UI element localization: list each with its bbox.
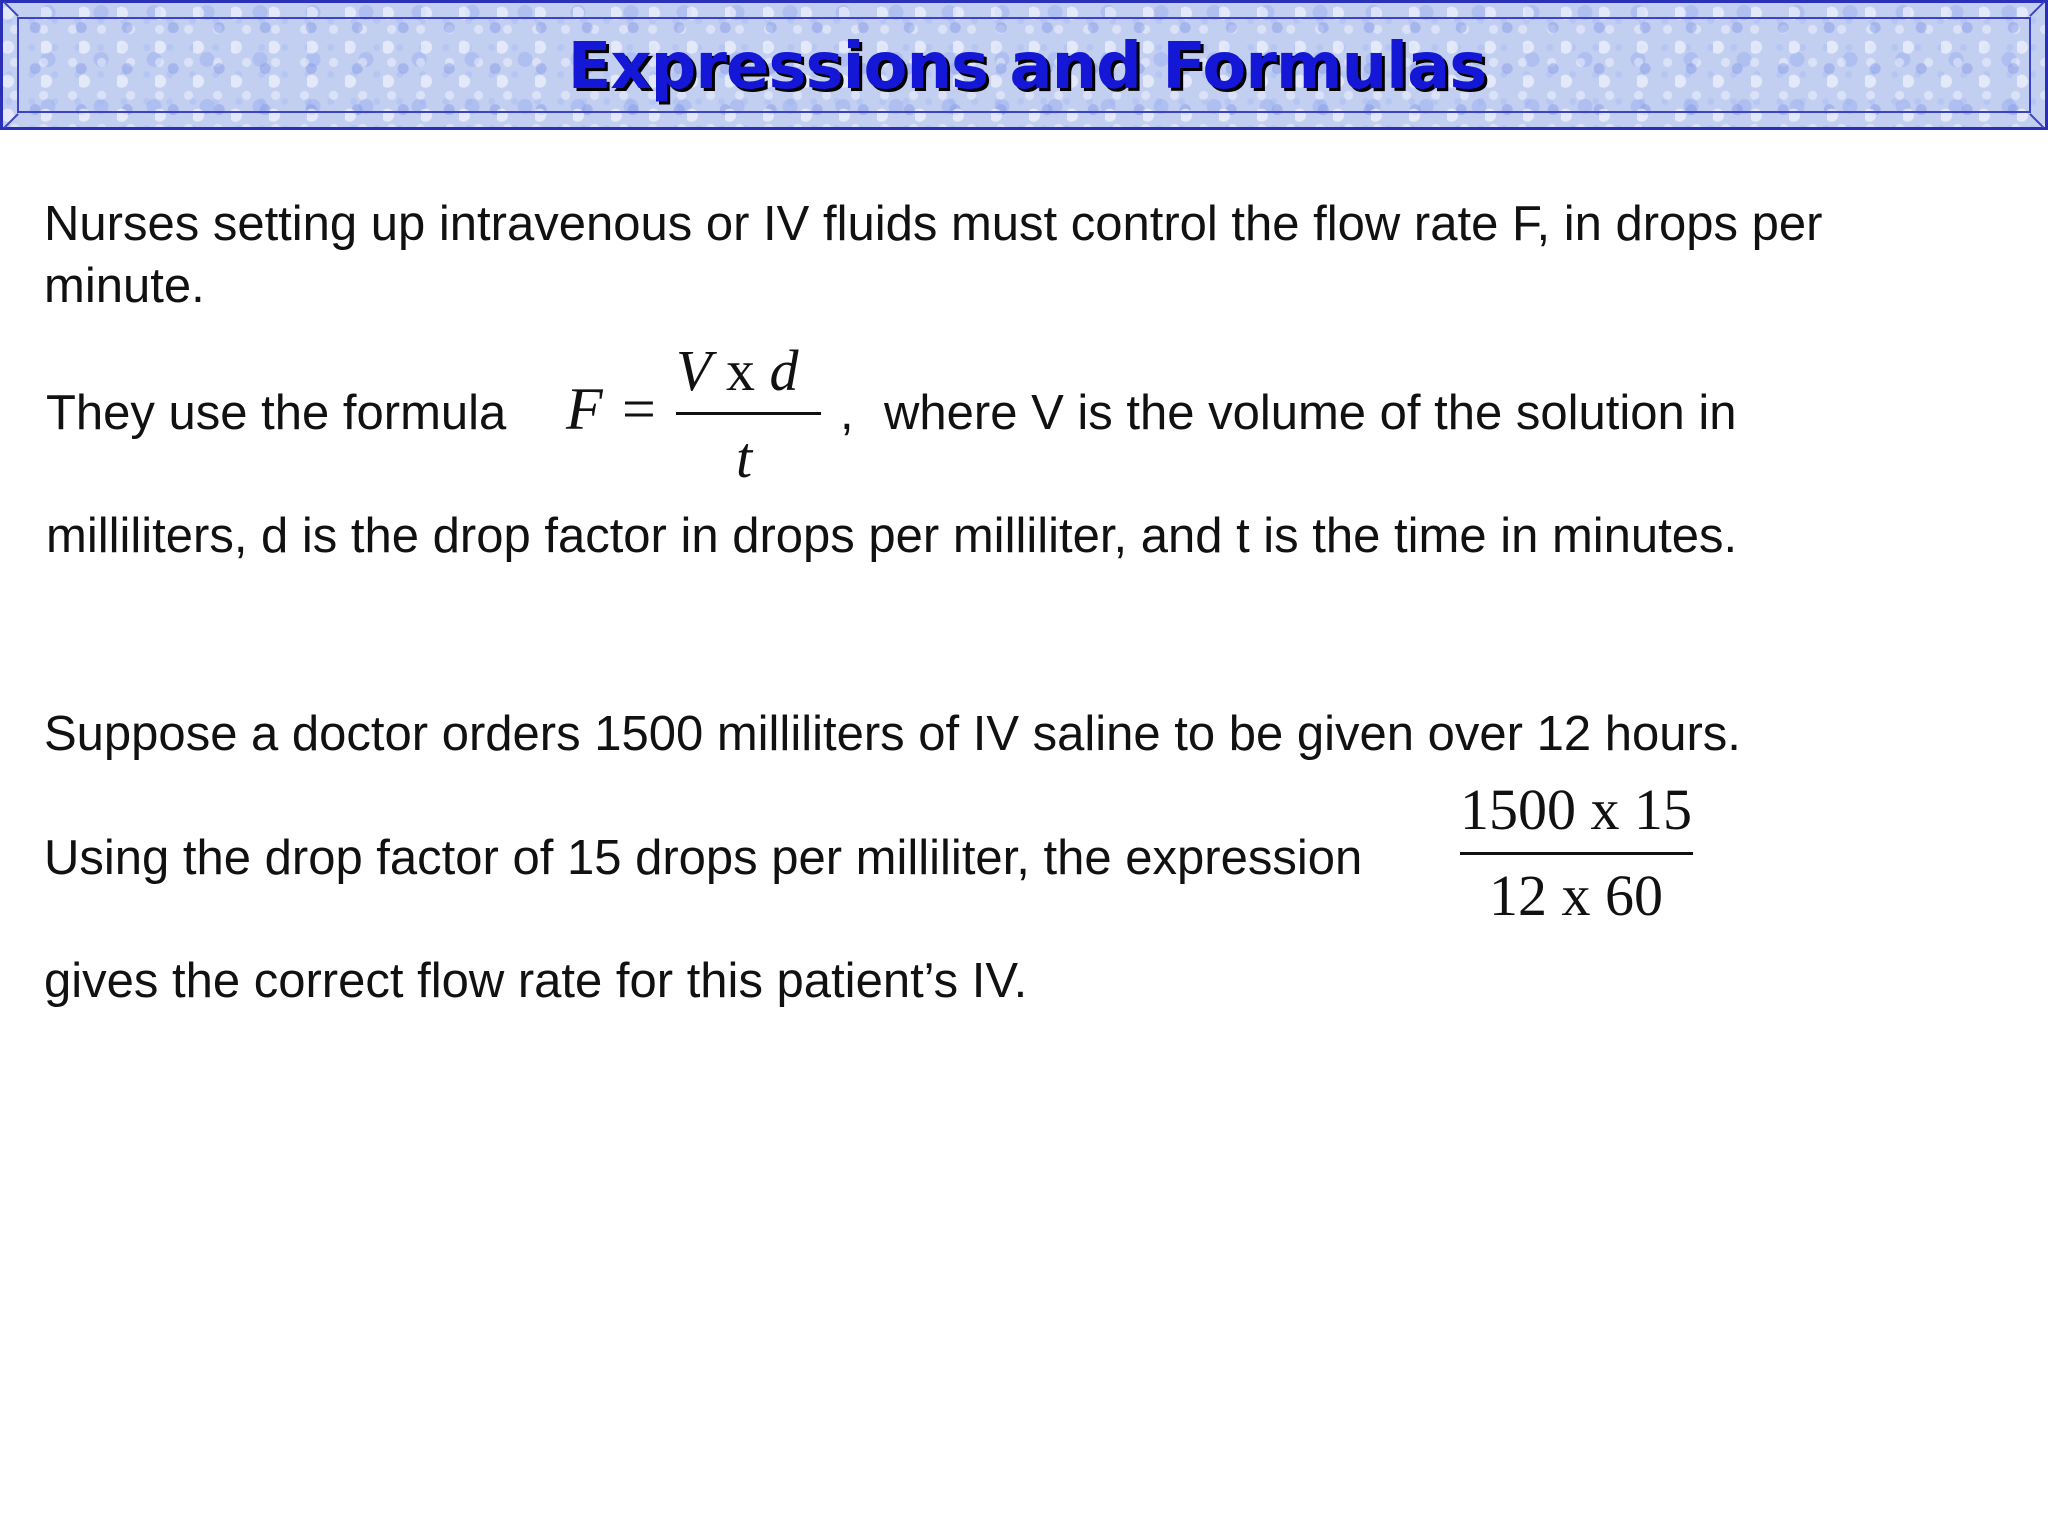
title-banner — [0, 0, 2048, 130]
formula-definition-line: milliliters, d is the drop factor in drops per milliliter, and t is the time in minutes. — [46, 509, 1738, 563]
formula-lead-text: They use the formula — [46, 386, 507, 440]
expression-denominator: 12 x 60 — [1489, 863, 1663, 928]
formula-lhs-f: F — [566, 376, 603, 442]
example-line-3: gives the correct flow rate for this patient’s IV. — [44, 954, 1028, 1008]
intro-line-1: Nurses setting up intravenous or IV fluids must control the flow rate F, in drops per — [44, 197, 1823, 251]
formula-comma: , — [840, 386, 854, 440]
banner-bevel-bottom-right — [2029, 113, 2045, 129]
formula-numerator — [676, 337, 798, 405]
banner-bevel-bottom-left — [3, 113, 19, 129]
formula-denominator-t: t — [736, 425, 753, 490]
expression-numerator: 1500 x 15 — [1460, 777, 1692, 842]
intro-line-2: minute. — [44, 259, 205, 313]
banner-bevel-top-right — [2029, 1, 2045, 17]
formula-trailing-text: where V is the volume of the solution in — [884, 386, 1737, 440]
slide-title: Expressions and Formulas — [567, 30, 1487, 104]
example-line-2: Using the drop factor of 15 drops per milliliter, the expression — [44, 831, 1363, 885]
expression-fraction-bar — [1460, 852, 1693, 855]
formula-fraction-bar — [676, 412, 821, 415]
banner-bevel-top-left — [3, 1, 19, 17]
formula-multiply-operator: x — [725, 338, 755, 403]
formula-var-d: d — [769, 338, 799, 403]
formula-equals-sign: = — [622, 376, 656, 442]
formula-var-v: V — [676, 338, 712, 403]
example-line-1: Suppose a doctor orders 1500 milliliters of IV saline to be given over 12 hours. — [44, 707, 1741, 761]
